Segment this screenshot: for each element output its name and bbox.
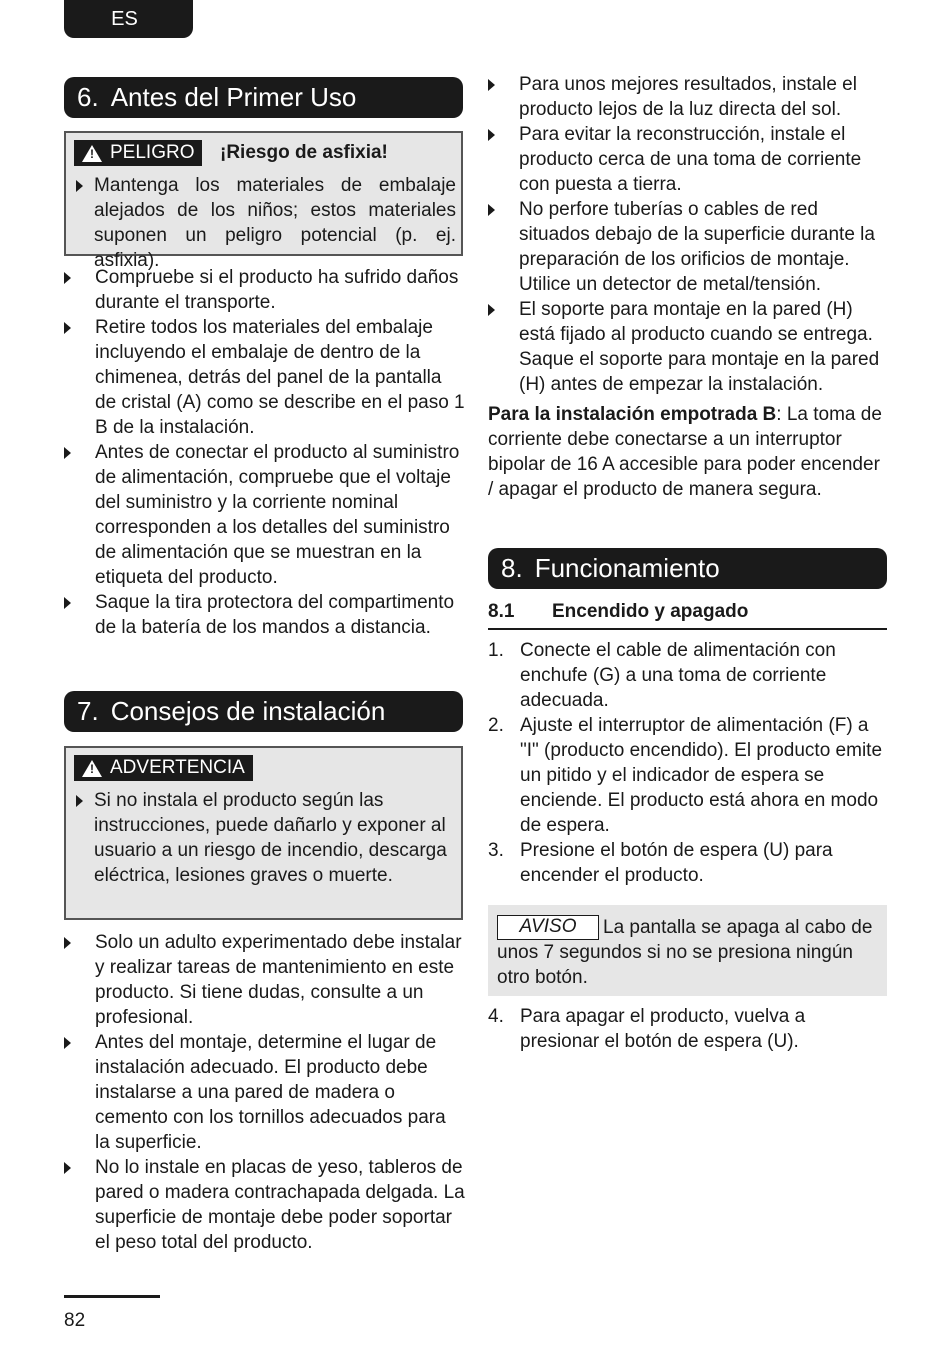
- danger-box: [64, 131, 463, 271]
- steps-list: [488, 638, 888, 888]
- bullet-icon: [64, 1162, 71, 1174]
- language-tab: [64, 0, 193, 38]
- list-item: Para unos mejores resultados, instale el producto lejos de la luz directa del sol.: [488, 72, 890, 122]
- list-item: 2. Ajuste el interruptor de alimentación (F) a "I" (producto encendido). El producto emite un pitido y el indicador de espera se enciende. El producto está ahora en modo de espera.: [488, 715, 883, 836]
- section-title: Antes del Primer Uso: [110, 82, 357, 112]
- language-code: ES: [111, 7, 138, 30]
- page-number: 82: [64, 1310, 86, 1331]
- list-item: 3. Presione el botón de espera (U) para encender el producto.: [488, 840, 833, 886]
- list-item: El soporte para montaje en la pared (H) está fijado al producto cuando se entrega. Saque el soporte para montaje en la pared (H) antes de empezar la instalación.: [488, 297, 890, 397]
- section-number: 6.: [77, 82, 99, 112]
- notice-text: La pantalla se apaga al cabo de unos 7 segundos si no se presiona ningún otro botón.: [497, 917, 873, 988]
- bullet-icon: [488, 129, 495, 141]
- warning-triangle-icon: [82, 760, 102, 777]
- notice-box: [488, 905, 887, 996]
- bullet-icon: [64, 597, 71, 609]
- danger-list: [76, 173, 456, 273]
- recessed-install-note: [488, 402, 890, 502]
- warning-triangle-icon: [82, 145, 102, 162]
- list-item: Si no instala el producto según las instrucciones, puede dañarlo y exponer al usuario a un riesgo de incendio, descarga eléctrica, lesiones graves o muerte.: [76, 788, 456, 888]
- list-item: Antes del montaje, determine el lugar de instalación adecuado. El producto debe instalarse a una pared de madera o cemento con los tornillos adecuados para la superficie.: [64, 1030, 465, 1155]
- warning-label: [74, 755, 253, 781]
- bullet-icon: [76, 795, 83, 807]
- list-item: Retire todos los materiales del embalaje incluyendo el embalaje de dentro de la chimenea, detrás del panel de la pantalla de cristal (A) como se describe en el paso 1 B de la instalación.: [64, 315, 465, 440]
- bullet-icon: [488, 304, 495, 316]
- list-item: 4. Para apagar el producto, vuelva a presionar el botón de espera (U).: [488, 1006, 806, 1052]
- section-6-list: [64, 265, 465, 640]
- bullet-icon: [76, 180, 83, 192]
- footer-rule: [64, 1295, 160, 1298]
- recessed-install-text: : La toma de corriente debe conectarse a un interruptor bipolar de 16 A accesible para poder encender / apagar el producto de manera segura.: [488, 404, 882, 500]
- recessed-install-label: Para la instalación empotrada B: [488, 404, 777, 425]
- warning-list: [76, 788, 456, 888]
- list-item: Antes de conectar el producto al suministro de alimentación, compruebe que el voltaje del suministro y la corriente nominal corresponden a los detalles del suministro de alimentación que se muestran en la etiqueta del producto.: [64, 440, 465, 590]
- steps-list-continued: [488, 1004, 888, 1054]
- section-6-header: [64, 77, 463, 118]
- danger-label: [74, 140, 202, 166]
- bullet-icon: [64, 447, 71, 459]
- warning-box: [64, 746, 463, 920]
- notice-label: AVISO: [497, 915, 599, 940]
- list-item: Para evitar la reconstrucción, instale el producto cerca de una toma de corriente con puesta a tierra.: [488, 122, 890, 197]
- section-title: Funcionamiento: [534, 553, 720, 583]
- list-item: No lo instale en placas de yeso, tableros de pared o madera contrachapada delgada. La superficie de montaje debe poder soportar el peso total del producto.: [64, 1155, 465, 1255]
- list-item: Mantenga los materiales de embalaje alejados de los niños; estos materiales suponen un peligro potencial (p. ej. asfixia).: [76, 173, 456, 273]
- section-number: 8.: [501, 553, 523, 583]
- bullet-icon: [64, 272, 71, 284]
- warning-label-text: ADVERTENCIA: [110, 757, 245, 778]
- section-number: 7.: [77, 696, 99, 726]
- list-item: Saque la tira protectora del compartimento de la batería de los mandos a distancia.: [64, 590, 465, 640]
- section-7-header: [64, 691, 463, 732]
- section-title: Consejos de instalación: [110, 696, 386, 726]
- bullet-icon: [64, 322, 71, 334]
- bullet-icon: [64, 1037, 71, 1049]
- subsection-number: 8.1: [488, 601, 515, 622]
- subsection-8-1-header: [488, 601, 887, 630]
- bullet-icon: [488, 79, 495, 91]
- section-7-list-right: [488, 72, 890, 397]
- section-7-list-left: [64, 930, 465, 1255]
- section-8-header: [488, 548, 887, 589]
- list-item: Compruebe si el producto ha sufrido daños durante el transporte.: [64, 265, 465, 315]
- list-item: 1. Conecte el cable de alimentación con enchufe (G) a una toma de corriente adecuada.: [488, 640, 836, 711]
- bullet-icon: [64, 937, 71, 949]
- list-item: Solo un adulto experimentado debe instalar y realizar tareas de mantenimiento en este producto. Si tiene dudas, consulte a un profesional.: [64, 930, 465, 1030]
- danger-label-text: PELIGRO: [110, 142, 195, 163]
- list-item: No perfore tuberías o cables de red situados debajo de la superficie durante la preparación de los orificios de montaje. Utilice un detector de metal/tensión.: [488, 197, 890, 297]
- subsection-title: Encendido y apagado: [552, 601, 749, 622]
- danger-title: ¡Riesgo de asfixia!: [220, 142, 388, 163]
- bullet-icon: [488, 204, 495, 216]
